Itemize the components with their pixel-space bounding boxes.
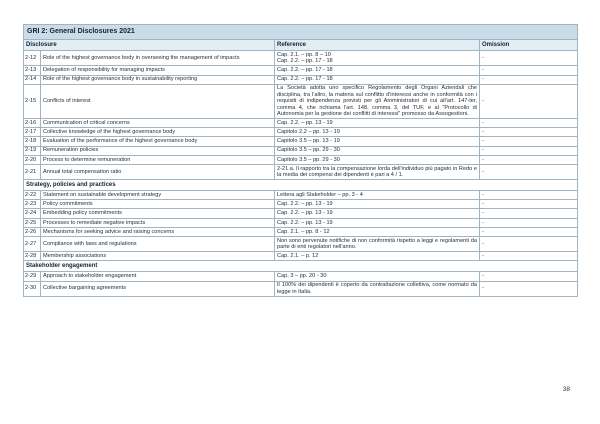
reference-text: Il 100% dei dipendenti è coperto da contrattazione collettiva, come normato da legge in Italia. — [275, 281, 480, 296]
table-row — [24, 209, 578, 218]
disclosure-title: Remuneration policies — [41, 146, 275, 155]
reference-text: Cap. 2.2. – pp. 13 - 19 — [275, 218, 480, 227]
reference-text: Capitolo 3.5 – pp. 13 - 19 — [275, 137, 480, 146]
disclosure-code: 2-22 — [24, 191, 41, 200]
reference-text: Capitolo 2.2 – pp. 13 - 19 — [275, 128, 480, 137]
omission-value: - — [480, 227, 578, 236]
table-row — [24, 75, 578, 84]
table-title-row — [24, 25, 578, 40]
omission-value: - — [480, 118, 578, 127]
table-row — [24, 252, 578, 261]
omission-value: - — [480, 66, 578, 75]
reference-text: Capitolo 3.5 – pp. 29 - 30 — [275, 146, 480, 155]
omission-value: - — [480, 146, 578, 155]
disclosure-title: Role of the highest governance body in sustainability reporting — [41, 75, 275, 84]
table-title: GRI 2: General Disclosures 2021 — [24, 25, 578, 40]
disclosure-code: 2-19 — [24, 146, 41, 155]
section-row — [24, 261, 578, 272]
table-row — [24, 191, 578, 200]
omission-value: - — [480, 155, 578, 164]
disclosure-title: Membership associations — [41, 252, 275, 261]
disclosure-code: 2-21 — [24, 164, 41, 179]
page-number: 38 — [562, 386, 570, 393]
reference-text: Cap. 2.1. – pp. 8 – 10 Cap. 2.2. – pp. 17 - 18 — [275, 51, 480, 66]
table-row — [24, 146, 578, 155]
disclosure-code: 2-18 — [24, 137, 41, 146]
disclosure-title: Process to determine remuneration — [41, 155, 275, 164]
disclosure-code: 2-25 — [24, 218, 41, 227]
reference-text: Cap. 2.2. – pp. 17 - 18 — [275, 66, 480, 75]
omission-value: - — [480, 128, 578, 137]
reference-text: Cap. 3 – pp. 20 - 30 — [275, 272, 480, 281]
table-row — [24, 118, 578, 127]
section-strategy-heading — [24, 179, 578, 190]
disclosure-title: Embedding policy commitments — [41, 209, 275, 218]
omission-value: - — [480, 84, 578, 118]
disclosure-code: 2-23 — [24, 200, 41, 209]
disclosure-title: Processes to remediate negative impacts — [41, 218, 275, 227]
disclosure-code: 2-13 — [24, 66, 41, 75]
disclosure-title: Communication of critical concerns — [41, 118, 275, 127]
reference-text: Capitolo 3.5 – pp. 29 - 30 — [275, 155, 480, 164]
disclosure-code: 2-26 — [24, 227, 41, 236]
table-row — [24, 227, 578, 236]
reference-text: Cap. 2.2. – pp. 13 - 19 — [275, 200, 480, 209]
disclosure-code: 2-12 — [24, 51, 41, 66]
disclosure-code: 2-20 — [24, 155, 41, 164]
disclosure-code: 2-16 — [24, 118, 41, 127]
omission-value: - — [480, 200, 578, 209]
disclosure-title: Collective knowledge of the highest governance body — [41, 128, 275, 137]
disclosure-title: Policy commitments — [41, 200, 275, 209]
section-stakeholder-body — [24, 272, 578, 296]
disclosure-title: Approach to stakeholder engagement — [41, 272, 275, 281]
reference-text: 2-21.a. Il rapporto tra la compensazione lorda dell'individuo più pagato in Redo e la media dei compensi dei dipendenti è pari a 4 / 1. — [275, 164, 480, 179]
table-row — [24, 272, 578, 281]
disclosure-code: 2-28 — [24, 252, 41, 261]
reference-text: La Società adotta uno specifico Regolamento degli Organi Aziendali che disciplina, tra l'altro, la materia sul conflitto d'interessi anche in conformità con i requisiti di indipendenza previsti per gli Amministratori di cui all'art. 147-ter, comma 4, che richiama l'art. 148, comma 3, del TUF, e al "Protocollo di Autonomia per la gestione dei conflitti di interessi" promosso da Assogestioni. — [275, 84, 480, 118]
disclosure-code: 2-29 — [24, 272, 41, 281]
disclosure-title: Mechanisms for seeking advice and raising concerns — [41, 227, 275, 236]
disclosure-title: Annual total compensation ratio — [41, 164, 275, 179]
omission-value: - — [480, 272, 578, 281]
omission-value: - — [480, 75, 578, 84]
disclosure-title: Statement on sustainable development strategy — [41, 191, 275, 200]
disclosure-code: 2-27 — [24, 237, 41, 252]
omission-value: - — [480, 252, 578, 261]
reference-text: Cap. 2.1. – pp. 8 - 12 — [275, 227, 480, 236]
omission-value: - — [480, 209, 578, 218]
disclosure-title: Evaluation of the performance of the highest governance body — [41, 137, 275, 146]
disclosure-code: 2-17 — [24, 128, 41, 137]
table-row — [24, 237, 578, 252]
header-omission: Omission — [480, 40, 578, 51]
reference-text: Lettera agli Stakeholder – pp. 3 - 4 — [275, 191, 480, 200]
section-stakeholder-heading — [24, 261, 578, 272]
reference-text: Cap. 2.1. – p. 12 — [275, 252, 480, 261]
reference-text: Non sono pervenute notifiche di non conformità rispetto a leggi e regolamenti da parte di enti regolatori nell'anno. — [275, 237, 480, 252]
disclosure-code: 2-14 — [24, 75, 41, 84]
table-row — [24, 128, 578, 137]
header-reference: Reference — [275, 40, 480, 51]
table-row — [24, 155, 578, 164]
reference-text: Cap. 2.2. – pp. 13 - 19 — [275, 209, 480, 218]
section-row — [24, 179, 578, 190]
disclosure-code: 2-24 — [24, 209, 41, 218]
section-strategy-body — [24, 191, 578, 261]
table-row — [24, 218, 578, 227]
header-disclosure: Disclosure — [24, 40, 275, 51]
section-general-body — [24, 51, 578, 180]
section-title-stakeholder: Stakeholder engagement — [24, 261, 578, 272]
disclosure-title: Collective bargaining agreements — [41, 281, 275, 296]
table-row — [24, 164, 578, 179]
gri-disclosures-table — [23, 24, 578, 297]
disclosure-code: 2-15 — [24, 84, 41, 118]
disclosure-title: Compliance with laws and regulations — [41, 237, 275, 252]
omission-value: - — [480, 51, 578, 66]
reference-text: Cap. 2.2. – pp. 13 - 19 — [275, 118, 480, 127]
disclosure-title: Role of the highest governance body in overseeing the management of impacts — [41, 51, 275, 66]
reference-text: Cap. 2.2. – pp. 17 - 18 — [275, 75, 480, 84]
omission-value: - — [480, 137, 578, 146]
disclosure-code: 2-30 — [24, 281, 41, 296]
table-row — [24, 66, 578, 75]
table-row — [24, 281, 578, 296]
table-header-row — [24, 40, 578, 51]
gri-table-container — [23, 24, 577, 297]
disclosure-title: Conflicts of interest — [41, 84, 275, 118]
table-row — [24, 84, 578, 118]
disclosure-title: Delegation of responsibility for managing impacts — [41, 66, 275, 75]
table-row — [24, 200, 578, 209]
omission-value: - — [480, 191, 578, 200]
section-title-strategy: Strategy, policies and practices — [24, 179, 578, 190]
table-row — [24, 137, 578, 146]
omission-value: - — [480, 281, 578, 296]
omission-value: - — [480, 237, 578, 252]
omission-value: - — [480, 218, 578, 227]
omission-value: - — [480, 164, 578, 179]
table-row — [24, 51, 578, 66]
